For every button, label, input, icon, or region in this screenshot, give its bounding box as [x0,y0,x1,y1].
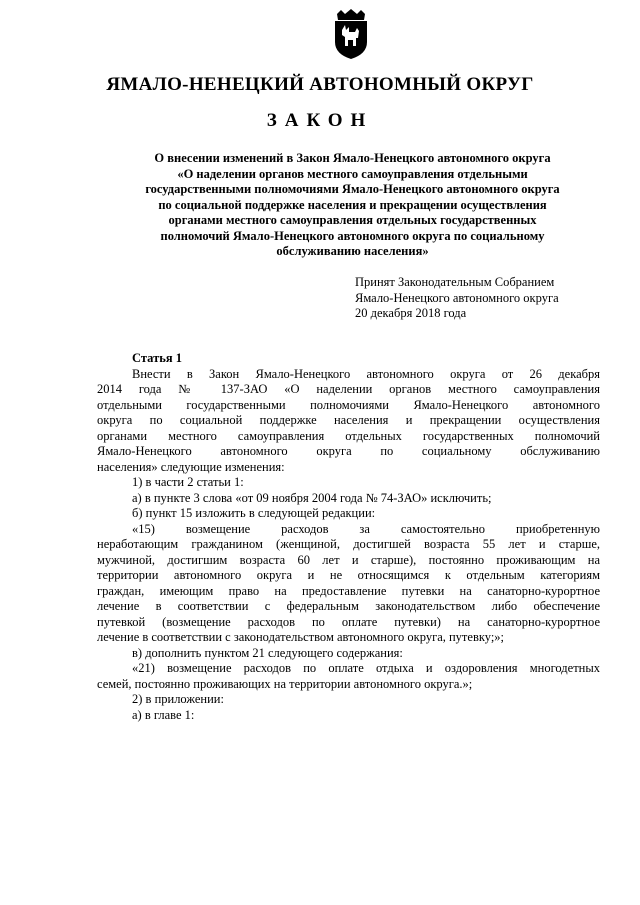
adoption-line: Принят Законодательным Собранием [355,275,555,289]
body-line: путевкой (возмещение расходов по оплате путевки) на санаторно-курортное [97,614,600,629]
body-line: «21) возмещение расходов по оплате отдыха и оздоровления многодетных [132,661,600,675]
body-line: 2014 года № 137-ЗАО «О наделении органов местного самоуправления [97,382,600,396]
body-line: округа по социальной поддержке населения и прекращении осуществления [97,413,600,427]
body-line: территории автономного округа и не относящимся к отдельным категориям [97,568,600,582]
title-line: обслуживанию населения» [276,244,429,258]
body-line: Ямало-Ненецкого автономного округа по социальному обслуживанию [97,444,600,458]
body-line: б) пункт 15 изложить в следующей редакции: [132,506,376,520]
title-line: органами местного самоуправления отдельных государственных [168,213,537,227]
body-line: 1) в части 2 статьи 1: [132,475,244,489]
body-line: 2) в приложении: [132,692,224,706]
title-line: государственными полномочиями Ямало-Ненецкого автономного округа [145,182,560,196]
body-line: Внести в Закон Ямало-Ненецкого автономного округа от 26 декабря [132,366,600,381]
adoption-line: Ямало-Ненецкого автономного округа [355,290,559,305]
title-line: «О наделении органов местного самоуправления отдельными [177,166,528,181]
body-line: населения» следующие изменения: [97,459,285,474]
article-body [97,351,600,723]
body-line: «15) возмещение расходов за самостоятельно приобретенную [132,521,600,536]
title-line: полномочий Ямало-Ненецкого автономного округа по социальному [160,228,545,243]
body-line: органами местного самоуправления отдельных государственных полномочий [97,428,600,443]
adoption-line: 20 декабря 2018 года [355,306,467,320]
document-type: ЗАКОН [266,110,374,131]
coat-of-arms-icon [331,8,371,60]
body-line: неработающим гражданином (женщиной, достигшей возраста 55 лет и старше, [97,537,600,551]
law-title [95,151,610,260]
body-line: мужчиной, достигшим возраста 60 лет и старше), постоянно проживающим на [97,552,600,567]
body-line: граждан, имеющим право на предоставление путевки на санаторно-курортное [97,583,600,598]
article-heading: Статья 1 [132,351,182,365]
body-line: лечение в соответствии с законодательством автономного округа, путевку;»; [97,630,505,644]
title-line: по социальной поддержке населения и прекращении осуществления [158,197,547,212]
body-line: лечение в соответствии с федеральным законодательством либо обеспечение [97,599,600,613]
region-name: ЯМАЛО-НЕНЕЦКИЙ АВТОНОМНЫЙ ОКРУГ [106,74,534,95]
body-line: в) дополнить пунктом 21 следующего содержания: [132,645,403,660]
body-line: а) в главе 1: [132,707,195,722]
body-line: а) в пункте 3 слова «от 09 ноября 2004 года № 74-ЗАО» исключить; [132,490,492,505]
title-line: О внесении изменений в Закон Ямало-Ненецкого автономного округа [154,151,551,165]
body-line: семей, постоянно проживающих на территории автономного округа.»; [97,676,473,691]
body-line: отдельными государственными полномочиями Ямало-Ненецкого автономного [97,397,600,412]
adoption-note [355,275,559,322]
